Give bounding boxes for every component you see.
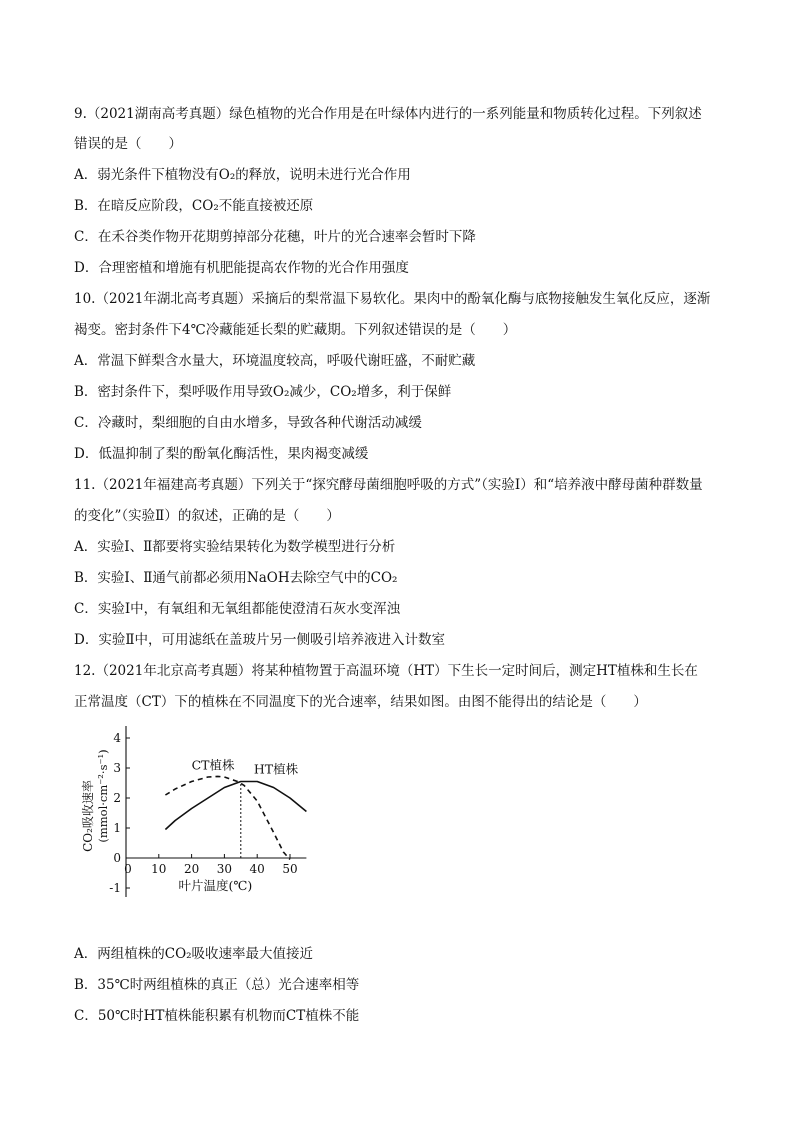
q9-option-d: D．合理密植和增施有机肥能提高农作物的光合作用强度: [74, 260, 409, 276]
y-tick-label: 1: [113, 821, 121, 835]
x-tick-label: 30: [216, 862, 233, 876]
y-tick-label: 4: [113, 731, 121, 745]
q11-stem-line-2: 的变化”（实验Ⅱ）的叙述，正确的是（ ）: [74, 508, 340, 524]
q10-option-b: B．密封条件下，梨呼吸作用导致O₂减少，CO₂增多，利于保鲜: [74, 384, 452, 400]
q12-option-c: C．50℃时HT植株能积累有机物而CT植株不能: [74, 1008, 360, 1024]
q10-option-a: A．常温下鲜梨含水量大，环境温度较高，呼吸代谢旺盛，不耐贮藏: [74, 353, 476, 369]
chart-svg: [74, 726, 334, 898]
q11-option-d: D．实验Ⅱ中，可用滤纸在盖玻片另一侧吸引培养液进入计数室: [74, 632, 445, 648]
q11-option-c: C．实验Ⅰ中，有氧组和无氧组都能使澄清石灰水变浑浊: [74, 601, 401, 617]
q9-stem-line-1: 9.（2021湖南高考真题）绿色植物的光合作用是在叶绿体内进行的一系列能量和物质转化过程。下列叙述: [74, 106, 702, 122]
y-tick-label: 3: [113, 761, 121, 775]
q9-option-a: A．弱光条件下植物没有O₂的释放，说明未进行光合作用: [74, 167, 411, 183]
y-axis-unit: (mmol·cm⁻²·s⁻¹): [96, 749, 110, 843]
q12-option-a: A．两组植株的CO₂吸收速率最大值接近: [74, 946, 314, 962]
q10-option-c: C．冷藏时，梨细胞的自由水增多，导致各种代谢活动减缓: [74, 415, 422, 431]
q11-option-a: A．实验Ⅰ、Ⅱ都要将实验结果转化为数学模型进行分析: [74, 539, 396, 555]
q10-stem-line-1: 10.（2021年湖北高考真题）采摘后的梨常温下易软化。果肉中的酚氧化酶与底物接触发生氧化反应，逐渐: [74, 291, 711, 307]
x-tick-label: 40: [249, 862, 265, 876]
q11-option-b: B．实验Ⅰ、Ⅱ通气前都必须用NaOH去除空气中的CO₂: [74, 570, 398, 586]
series-line: [165, 776, 290, 859]
x-tick-label: 50: [282, 862, 298, 876]
q10-stem-line-2: 褐变。密封条件下4℃冷藏能延长梨的贮藏期。下列叙述错误的是（ ）: [74, 322, 517, 338]
x-tick-label: 0: [124, 862, 132, 876]
y-tick-label: 2: [113, 791, 121, 805]
y-tick-label: 0: [113, 851, 121, 865]
y-tick-label: -1: [109, 881, 121, 895]
x-axis-label: 叶片温度(℃): [178, 878, 253, 893]
q9-option-b: B．在暗反应阶段，CO₂不能直接被还原: [74, 198, 314, 214]
series-label-ht: HT植株: [253, 761, 299, 777]
q10-option-d: D．低温抑制了梨的酚氧化酶活性，果肉褐变减缓: [74, 446, 369, 462]
series-line: [165, 782, 306, 830]
q9-stem-line-2: 错误的是（ ）: [74, 136, 182, 152]
q12-stem-line-1: 12.（2021年北京高考真题）将某种植物置于高温环境（HT）下生长一定时间后，测定HT植株和生长在: [74, 663, 698, 679]
q11-stem-line-1: 11.（2021年福建高考真题）下列关于“探究酵母菌细胞呼吸的方式”（实验Ⅰ）和“培养液中酵母菌种群数量: [74, 477, 703, 493]
y-axis-label: CO₂吸收速率: [81, 780, 95, 852]
q9-option-c: C．在禾谷类作物开花期剪掉部分花穗，叶片的光合速率会暂时下降: [74, 229, 476, 245]
photosynthesis-chart: [74, 726, 334, 898]
q12-option-b: B．35℃时两组植株的真正（总）光合速率相等: [74, 977, 360, 993]
x-tick-label: 20: [183, 862, 200, 876]
q12-stem-line-2: 正常温度（CT）下的植株在不同温度下的光合速率，结果如图。由图不能得出的结论是（ ）: [74, 694, 647, 710]
x-tick-label: 10: [151, 862, 167, 876]
series-label-ct: CT植株: [191, 757, 235, 773]
